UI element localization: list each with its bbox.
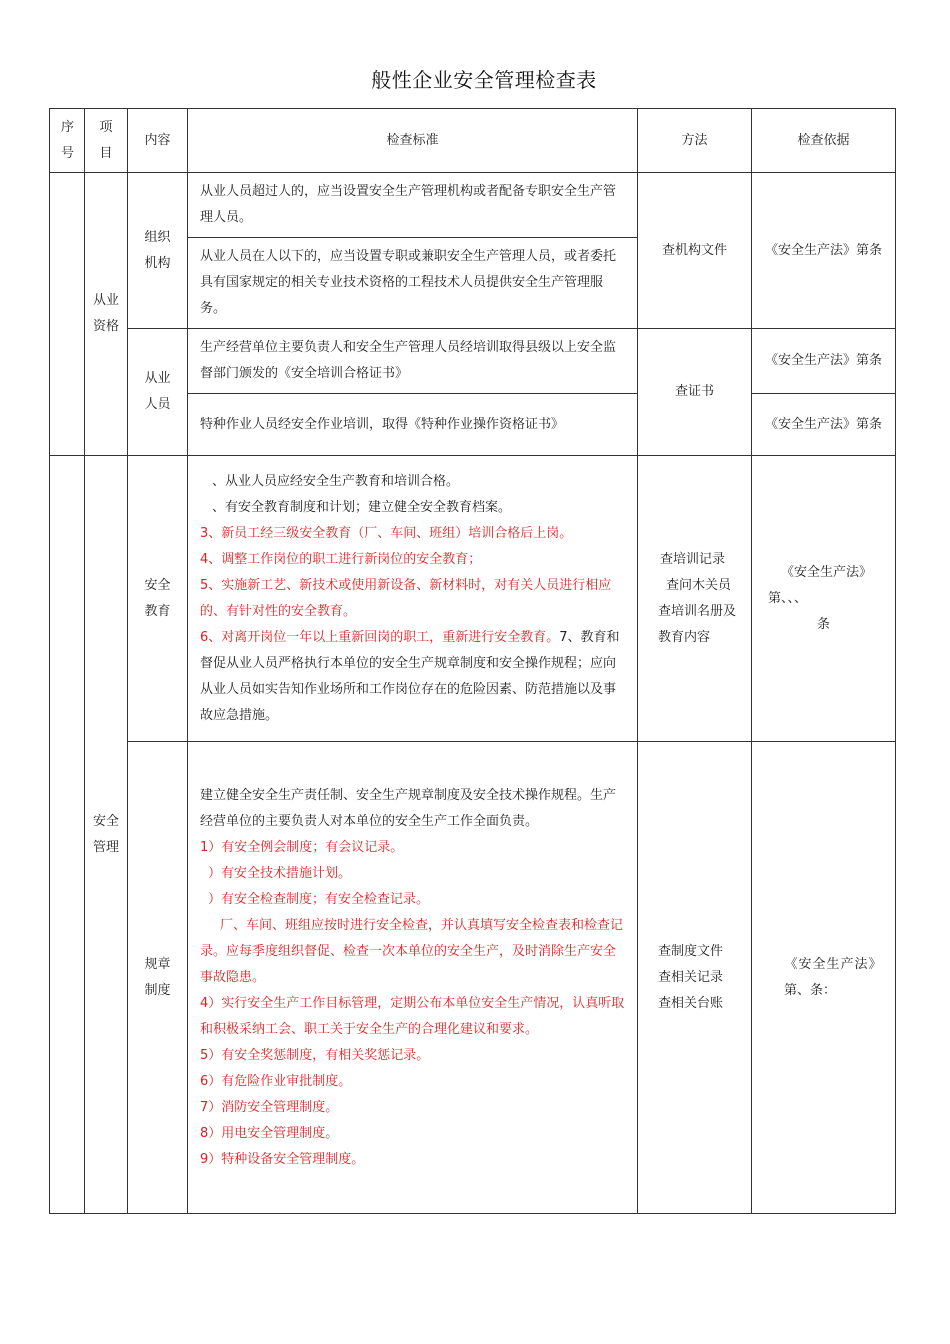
rules-line-5: 5）有安全奖惩制度，有相关奖惩记录。 (200, 1047, 430, 1063)
staff-standard-1: 生产经营单位主要负责人和安全生产管理人员经培训取得县级以上安全监督部门颁发的《安全培训合格证书》 (188, 329, 638, 394)
row-no-cell (50, 456, 85, 1214)
rules-line-intro: 建立健全安全生产责任制、安全生产规章制度及安全技术操作规程。生产经营单位的主要负责人对本单位的安全生产工作全面负责。 (200, 787, 617, 829)
edu-basis-line: 第、、、 (768, 590, 808, 606)
rules-line-2: ）有安全技术措施计划。 (208, 865, 352, 881)
section-management-label: 安全管理 (85, 456, 128, 1214)
rules-method-line: 查制度文件 (658, 943, 724, 959)
staff-label: 从业人员 (128, 329, 188, 456)
rules-line-8: 8）用电安全管理制度。 (200, 1125, 339, 1141)
page-title: 般性企业安全管理检查表 (371, 68, 597, 92)
rules-basis-line: 第、条： (784, 982, 837, 998)
edu-line-4: 4、调整工作岗位的职工进行新岗位的安全教育； (200, 551, 482, 567)
org-basis: 《安全生产法》第条 (752, 173, 896, 329)
staff-method: 查证书 (638, 329, 752, 456)
edu-line-6-7 (200, 625, 625, 729)
edu-method (638, 456, 752, 742)
org-standard-2: 从业人员在人以下的，应当设置专职或兼职安全生产管理人员，或者委托具有国家规定的相关专业技术资格的工程技术人员提供安全生产管理服务。 (188, 238, 638, 329)
rules-basis (752, 742, 896, 1214)
rules-standard (188, 742, 638, 1214)
rules-line-6: 6）有危险作业审批制度。 (200, 1073, 352, 1089)
header-method: 方法 (638, 109, 752, 173)
edu-line-5: 5、实施新工艺、新技术或使用新设备、新材料时，对有关人员进行相应的、有针对性的安全教育。 (200, 577, 612, 619)
edu-line-2: 、有安全教育制度和计划；建立健全安全教育档案。 (212, 499, 512, 515)
edu-line-6: 6、对离开岗位一年以上重新回岗的职工，重新进行安全教育。 (200, 629, 560, 645)
inspection-table (49, 108, 896, 1214)
rules-method (638, 742, 752, 1214)
rules-basis-line: 《安全生产法》 (784, 956, 883, 972)
edu-basis (752, 456, 896, 742)
rules-label: 规章制度 (128, 742, 188, 1214)
edu-method-line: 教育内容 (658, 629, 711, 645)
edu-method-line: 查问木关员 (666, 577, 732, 593)
edu-basis-line: 条 (816, 616, 830, 632)
row-no-cell (50, 173, 85, 456)
edu-method-line: 查培训记录 (660, 551, 726, 567)
rules-line-7: 7）消防安全管理制度。 (200, 1099, 339, 1115)
header-item: 项目 (85, 109, 128, 173)
edu-label: 安全教育 (128, 456, 188, 742)
rules-line-inspection: 厂、车间、班组应按时进行安全检查，并认真填写安全检查表和检查记录。应每季度组织督促、检查一次本单位的安全生产，及时消除生产安全事故隐患。 (200, 917, 624, 985)
org-method: 查机构文件 (638, 173, 752, 329)
rules-line-1: 1）有安全例会制度；有会议记录。 (200, 839, 404, 855)
org-label: 组织机构 (128, 173, 188, 329)
staff-standard-2: 特种作业人员经安全作业培训，取得《特种作业操作资格证书》 (188, 394, 638, 456)
header-standard: 检查标准 (188, 109, 638, 173)
rules-line-9: 9）特种设备安全管理制度。 (200, 1151, 365, 1167)
org-standard-1: 从业人员超过人的，应当设置安全生产管理机构或者配备专职安全生产管理人员。 (188, 173, 638, 238)
header-basis: 检查依据 (752, 109, 896, 173)
edu-standard (188, 456, 638, 742)
edu-line-7: 7、教育和督促从业人员严格执行本单位的安全生产规章制度和安全操作规程；应向从业人员如实告知作业场所和工作岗位存在的危险因素、防范措施以及事故应急措施。 (200, 629, 620, 723)
edu-method-line: 查培训名册及 (658, 603, 737, 619)
table-row (50, 456, 896, 742)
edu-line-1: 、从业人员应经安全生产教育和培训合格。 (212, 473, 460, 489)
edu-basis-line: 《安全生产法》 (780, 564, 872, 580)
section-qualification-label: 从业资格 (85, 173, 128, 456)
rules-method-line: 查相关记录 (658, 969, 724, 985)
table-row (50, 173, 896, 238)
rules-method-line: 查相关台账 (658, 995, 724, 1011)
rules-line-3: ）有安全检查制度；有安全检查记录。 (208, 891, 430, 907)
staff-basis-2: 《安全生产法》第条 (752, 394, 896, 456)
header-no: 序号 (50, 109, 85, 173)
header-content: 内容 (128, 109, 188, 173)
table-header-row (50, 109, 896, 173)
rules-line-4: 4）实行安全生产工作目标管理，定期公布本单位安全生产情况，认真听取和积极采纳工会、职工关于安全生产的合理化建议和要求。 (200, 995, 625, 1037)
table-row (50, 742, 896, 1214)
table-row (50, 329, 896, 394)
edu-line-3: 3、新员工经三级安全教育（厂、车间、班组）培训合格后上岗。 (200, 525, 573, 541)
staff-basis-1: 《安全生产法》第条 (752, 329, 896, 394)
